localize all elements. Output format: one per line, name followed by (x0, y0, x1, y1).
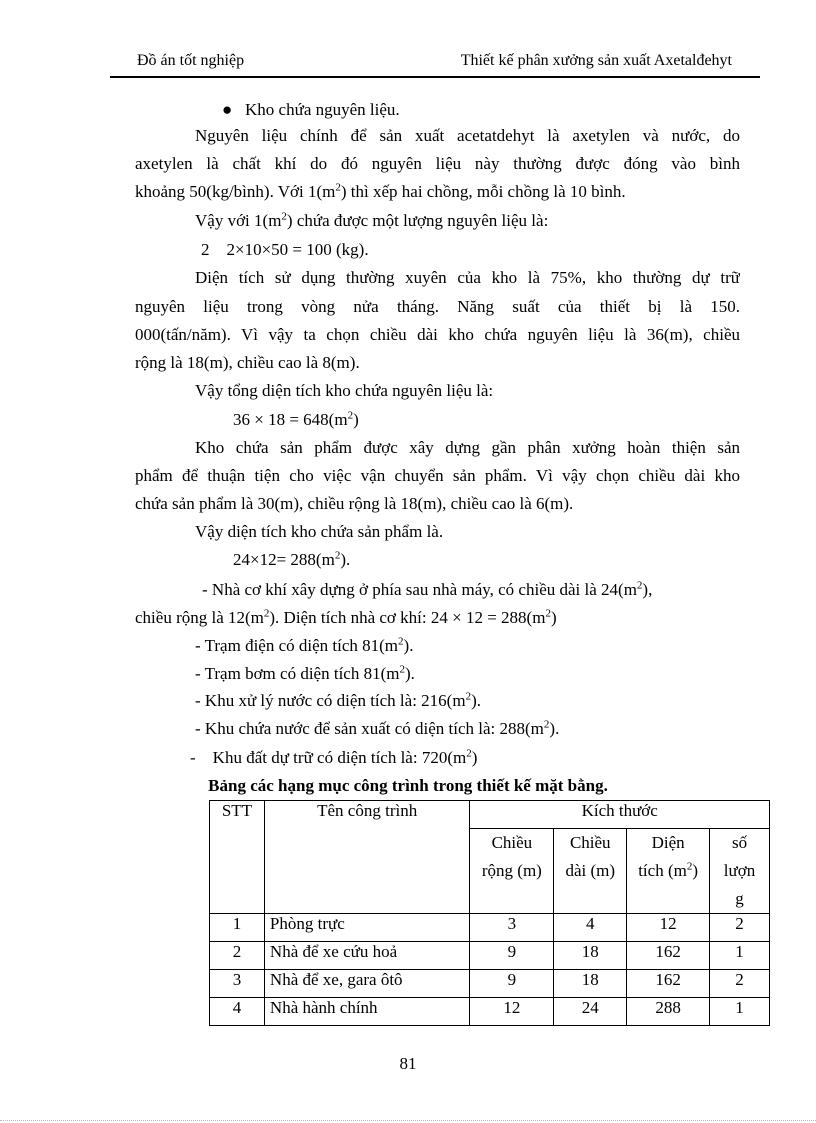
table-row: 2 Nhà để xe cứu hoả 9 18 162 1 (210, 942, 770, 970)
header-stt: STT (210, 801, 265, 914)
header-size: Kích thước (470, 801, 770, 829)
page-header (110, 50, 760, 78)
header-length: Chiều dài (m) (554, 829, 627, 914)
table-row: 3 Nhà để xe, gara ôtô 9 18 162 2 (210, 970, 770, 998)
bullet-line: ● Kho chứa nguyên liệu. (222, 100, 400, 119)
text-line: chiều rộng là $12(m^2)$. Diện tích nhà cơ khí: $24 \times 12 = 288(m^2)$ (135, 607, 557, 627)
page-bottom-divider (0, 1120, 816, 1121)
text-line: rộng là 18(m), chiều cao là 8(m). (135, 353, 360, 372)
list-item: - Khu xử lý nước có diện tích là: $216(m^2)$. (195, 690, 481, 710)
text-line: Nguyên liệu chính để sản xuất acetatdehyt là axetylen và nước, do (195, 126, 740, 145)
header-quantity: số lượn g (710, 829, 770, 914)
table-caption: Bảng các hạng mục công trình trong thiết kế mặt bằng. (208, 776, 608, 795)
list-item: - Khu đất dự trữ có diện tích là: $720(m^2)$ (190, 747, 478, 767)
header-width: Chiều rộng (m) (470, 829, 554, 914)
text-line: khoảng 50(kg/bình). Với $1(m^2)$ thì xếp hai chồng, mỗi chồng là 10 bình. (135, 181, 626, 201)
text-line: 000(tấn/năm). Vì vậy ta chọn chiều dài kho chứa nguyên liệu là 36(m), chiều (135, 325, 740, 344)
formula-line: $36 \times 18 = 648(m^2)$ (233, 409, 359, 429)
list-item: - Trạm điện có diện tích $81(m^2)$. (195, 635, 414, 655)
text-line: Vậy diện tích kho chứa sản phẩm là. (195, 522, 444, 541)
header-right: Thiết kế phân xưởng sản xuất Axetalđehyt (460, 52, 732, 69)
text-line: Diện tích sử dụng thường xuyên của kho là 75%, kho thường dự trữ (195, 268, 740, 287)
table-row: 1 Phòng trực 3 4 12 2 (210, 914, 770, 942)
text-line: phẩm để thuận tiện cho việc vận chuyển sản phẩm. Vì vậy chọn chiều dài kho (135, 466, 740, 485)
text-line: Kho chứa sản phẩm được xây dựng gần phân xưởng hoàn thiện sản (195, 438, 740, 457)
text-line: 2 2×10×50 = 100 (kg). (201, 240, 369, 259)
text-line: nguyên liệu trong vòng nửa tháng. Năng suất của thiết bị là 150. (135, 297, 740, 316)
text-line: Vậy tổng diện tích kho chứa nguyên liệu là: (195, 381, 494, 400)
header-area: Diện tích $(m^2)$ (627, 829, 710, 914)
header-name: Tên công trình (264, 801, 470, 914)
list-item: - Khu chứa nước để sản xuất có diện tích là: $288(m^2)$. (195, 718, 560, 738)
formula-line: $24\times 12= 288(m^2)$. (233, 549, 351, 569)
table-row: 4 Nhà hành chính 12 24 288 1 (210, 998, 770, 1026)
text-line: chứa sản phẩm là 30(m), chiều rộng là 18(m), chiều cao là 6(m). (135, 494, 574, 513)
header-left: Đồ án tốt nghiệp (137, 52, 245, 69)
text-line: Vậy với $1(m^2)$ chứa được một lượng nguyên liệu là: (195, 210, 549, 230)
page-number: 81 (399, 1054, 417, 1073)
list-item: - Trạm bơm có diện tích $81(m^2)$. (195, 663, 415, 683)
bullet-icon: ● (222, 100, 233, 119)
text-line: axetylen là chất khí do đó nguyên liệu này thường được đóng vào bình (135, 154, 740, 173)
data-table (209, 800, 770, 1026)
text-line: - Nhà cơ khí xây dựng ở phía sau nhà máy, có chiều dài là $24(m^2)$, (202, 579, 653, 599)
